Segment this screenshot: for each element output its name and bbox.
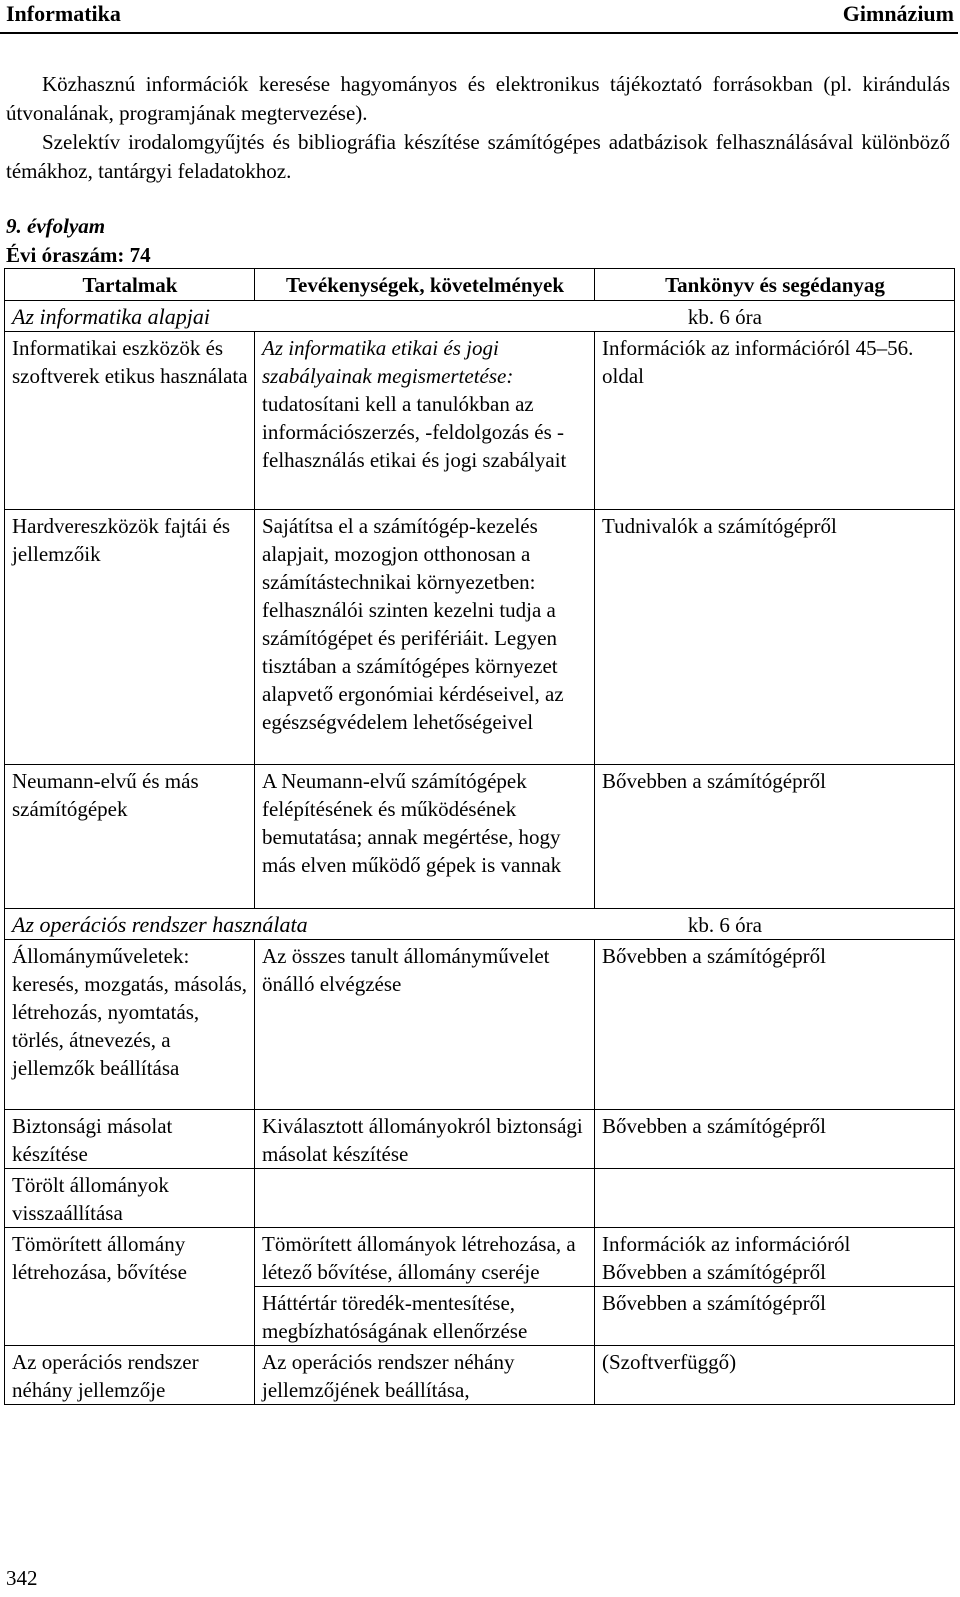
- table-row: [5, 1346, 955, 1405]
- activity-cell: Kiválasztott állományokról biztonsági másolat készítése: [255, 1110, 595, 1169]
- table-row: [5, 1228, 955, 1287]
- material-cell: (Szoftverfüggő): [595, 1346, 955, 1405]
- activity-cell: Sajátítsa el a számítógép-kezelés alapjait, mozogjon otthonosan a számítástechnikai környezetben: felhasználói szinten kezelni tudja a számítógépet és perifériáit. Legyen tisztában a számítógépes környezet alapvető ergonómiai kérdéseivel, az egészségvédelem lehetőségeivel: [255, 510, 595, 765]
- section-title: Az operációs rendszer használata: [12, 912, 308, 937]
- header-subject: Informatika: [6, 1, 121, 26]
- intro-text: [6, 70, 950, 186]
- content-cell: Tömörített állomány létrehozása, bővítése: [5, 1228, 255, 1346]
- section-row: [5, 909, 955, 940]
- grade-title: 9. évfolyam: [6, 214, 106, 238]
- curriculum-table: [4, 268, 955, 1405]
- material-text: Információk az információról: [602, 1232, 851, 1256]
- activity-cell: Háttértár töredék-mentesítése, megbízhatóságának ellenőrzése: [255, 1287, 595, 1346]
- section-row: [5, 301, 955, 332]
- table-row: [5, 940, 955, 1110]
- activity-cell: [255, 1169, 595, 1228]
- content-cell: Hardvereszközök fajtái és jellemzőik: [5, 510, 255, 765]
- table-row: [5, 765, 955, 909]
- material-text: Bővebben a számítógépről: [602, 1260, 826, 1284]
- content-cell: Törölt állományok visszaállítása: [5, 1169, 255, 1228]
- intro-paragraph: Közhasznú információk keresése hagyományos és elektronikus tájékoztató forrásokban (pl. kirándulás útvonalának, programjának megtervezése).: [6, 72, 950, 125]
- column-header-contents: Tartalmak: [5, 269, 255, 301]
- content-cell: Biztonsági másolat készítése: [5, 1110, 255, 1169]
- material-cell: Bővebben a számítógépről: [595, 1110, 955, 1169]
- activity-cell: Tömörített állományok létrehozása, a létező bővítése, állomány cseréje: [255, 1228, 595, 1287]
- material-cell: Bővebben a számítógépről: [595, 940, 955, 1110]
- material-cell: Tudnivalók a számítógépről: [595, 510, 955, 765]
- table-row: [5, 510, 955, 765]
- content-cell: Informatikai eszközök és szoftverek etikus használata: [5, 332, 255, 510]
- material-cell: Információk az információról 45–56. oldal: [595, 332, 955, 510]
- section-hours: kb. 6 óra: [687, 305, 762, 329]
- material-cell: Bővebben a számítógépről: [595, 1287, 955, 1346]
- section-hours: kb. 6 óra: [687, 913, 762, 937]
- content-cell: Neumann-elvű és más számítógépek: [5, 765, 255, 909]
- activity-cell: A Neumann-elvű számítógépek felépítésének és működésének bemutatása; annak megértése, hogy más elven működő gépek is vannak: [255, 765, 595, 909]
- table-row: [5, 332, 955, 510]
- annual-hours: Évi óraszám: 74: [6, 243, 151, 267]
- content-cell: Az operációs rendszer néhány jellemzője: [5, 1346, 255, 1405]
- grade-block: [6, 212, 151, 270]
- section-title: Az informatika alapjai: [12, 304, 210, 329]
- activity-cell: Az összes tanult állományművelet önálló elvégzése: [255, 940, 595, 1110]
- column-header-activities: Tevékenységek, követelmények: [255, 269, 595, 301]
- material-cell: [595, 1169, 955, 1228]
- header-school-type: Gimnázium: [842, 1, 954, 26]
- material-cell: [595, 1228, 955, 1287]
- content-cell: Állományműveletek: keresés, mozgatás, másolás, létrehozás, nyomtatás, törlés, átnevezés, a jellemzők beállítása: [5, 940, 255, 1110]
- material-cell: Bővebben a számítógépről: [595, 765, 955, 909]
- intro-paragraph: Szelektív irodalomgyűjtés és bibliográfia készítése számítógépes adatbázisok felhasználásával különböző témákhoz, tantárgyi feladatokhoz.: [6, 130, 950, 183]
- page-number: 342: [6, 1566, 38, 1590]
- activity-cell: Az operációs rendszer néhány jellemzőjének beállítása,: [255, 1346, 595, 1405]
- activity-italic: Az informatika etikai és jogi szabályainak megismertetése:: [262, 336, 514, 388]
- column-header-materials: Tankönyv és segédanyag: [595, 269, 955, 301]
- activity-cell: [255, 332, 595, 510]
- running-header: [0, 0, 958, 34]
- activity-text: tudatosítani kell a tanulókban az információszerzés, -feldolgozás és -felhasználás etikai és jogi szabályait: [262, 392, 567, 472]
- table-row: [5, 1110, 955, 1169]
- table-header-row: [5, 269, 955, 301]
- table-row: [5, 1169, 955, 1228]
